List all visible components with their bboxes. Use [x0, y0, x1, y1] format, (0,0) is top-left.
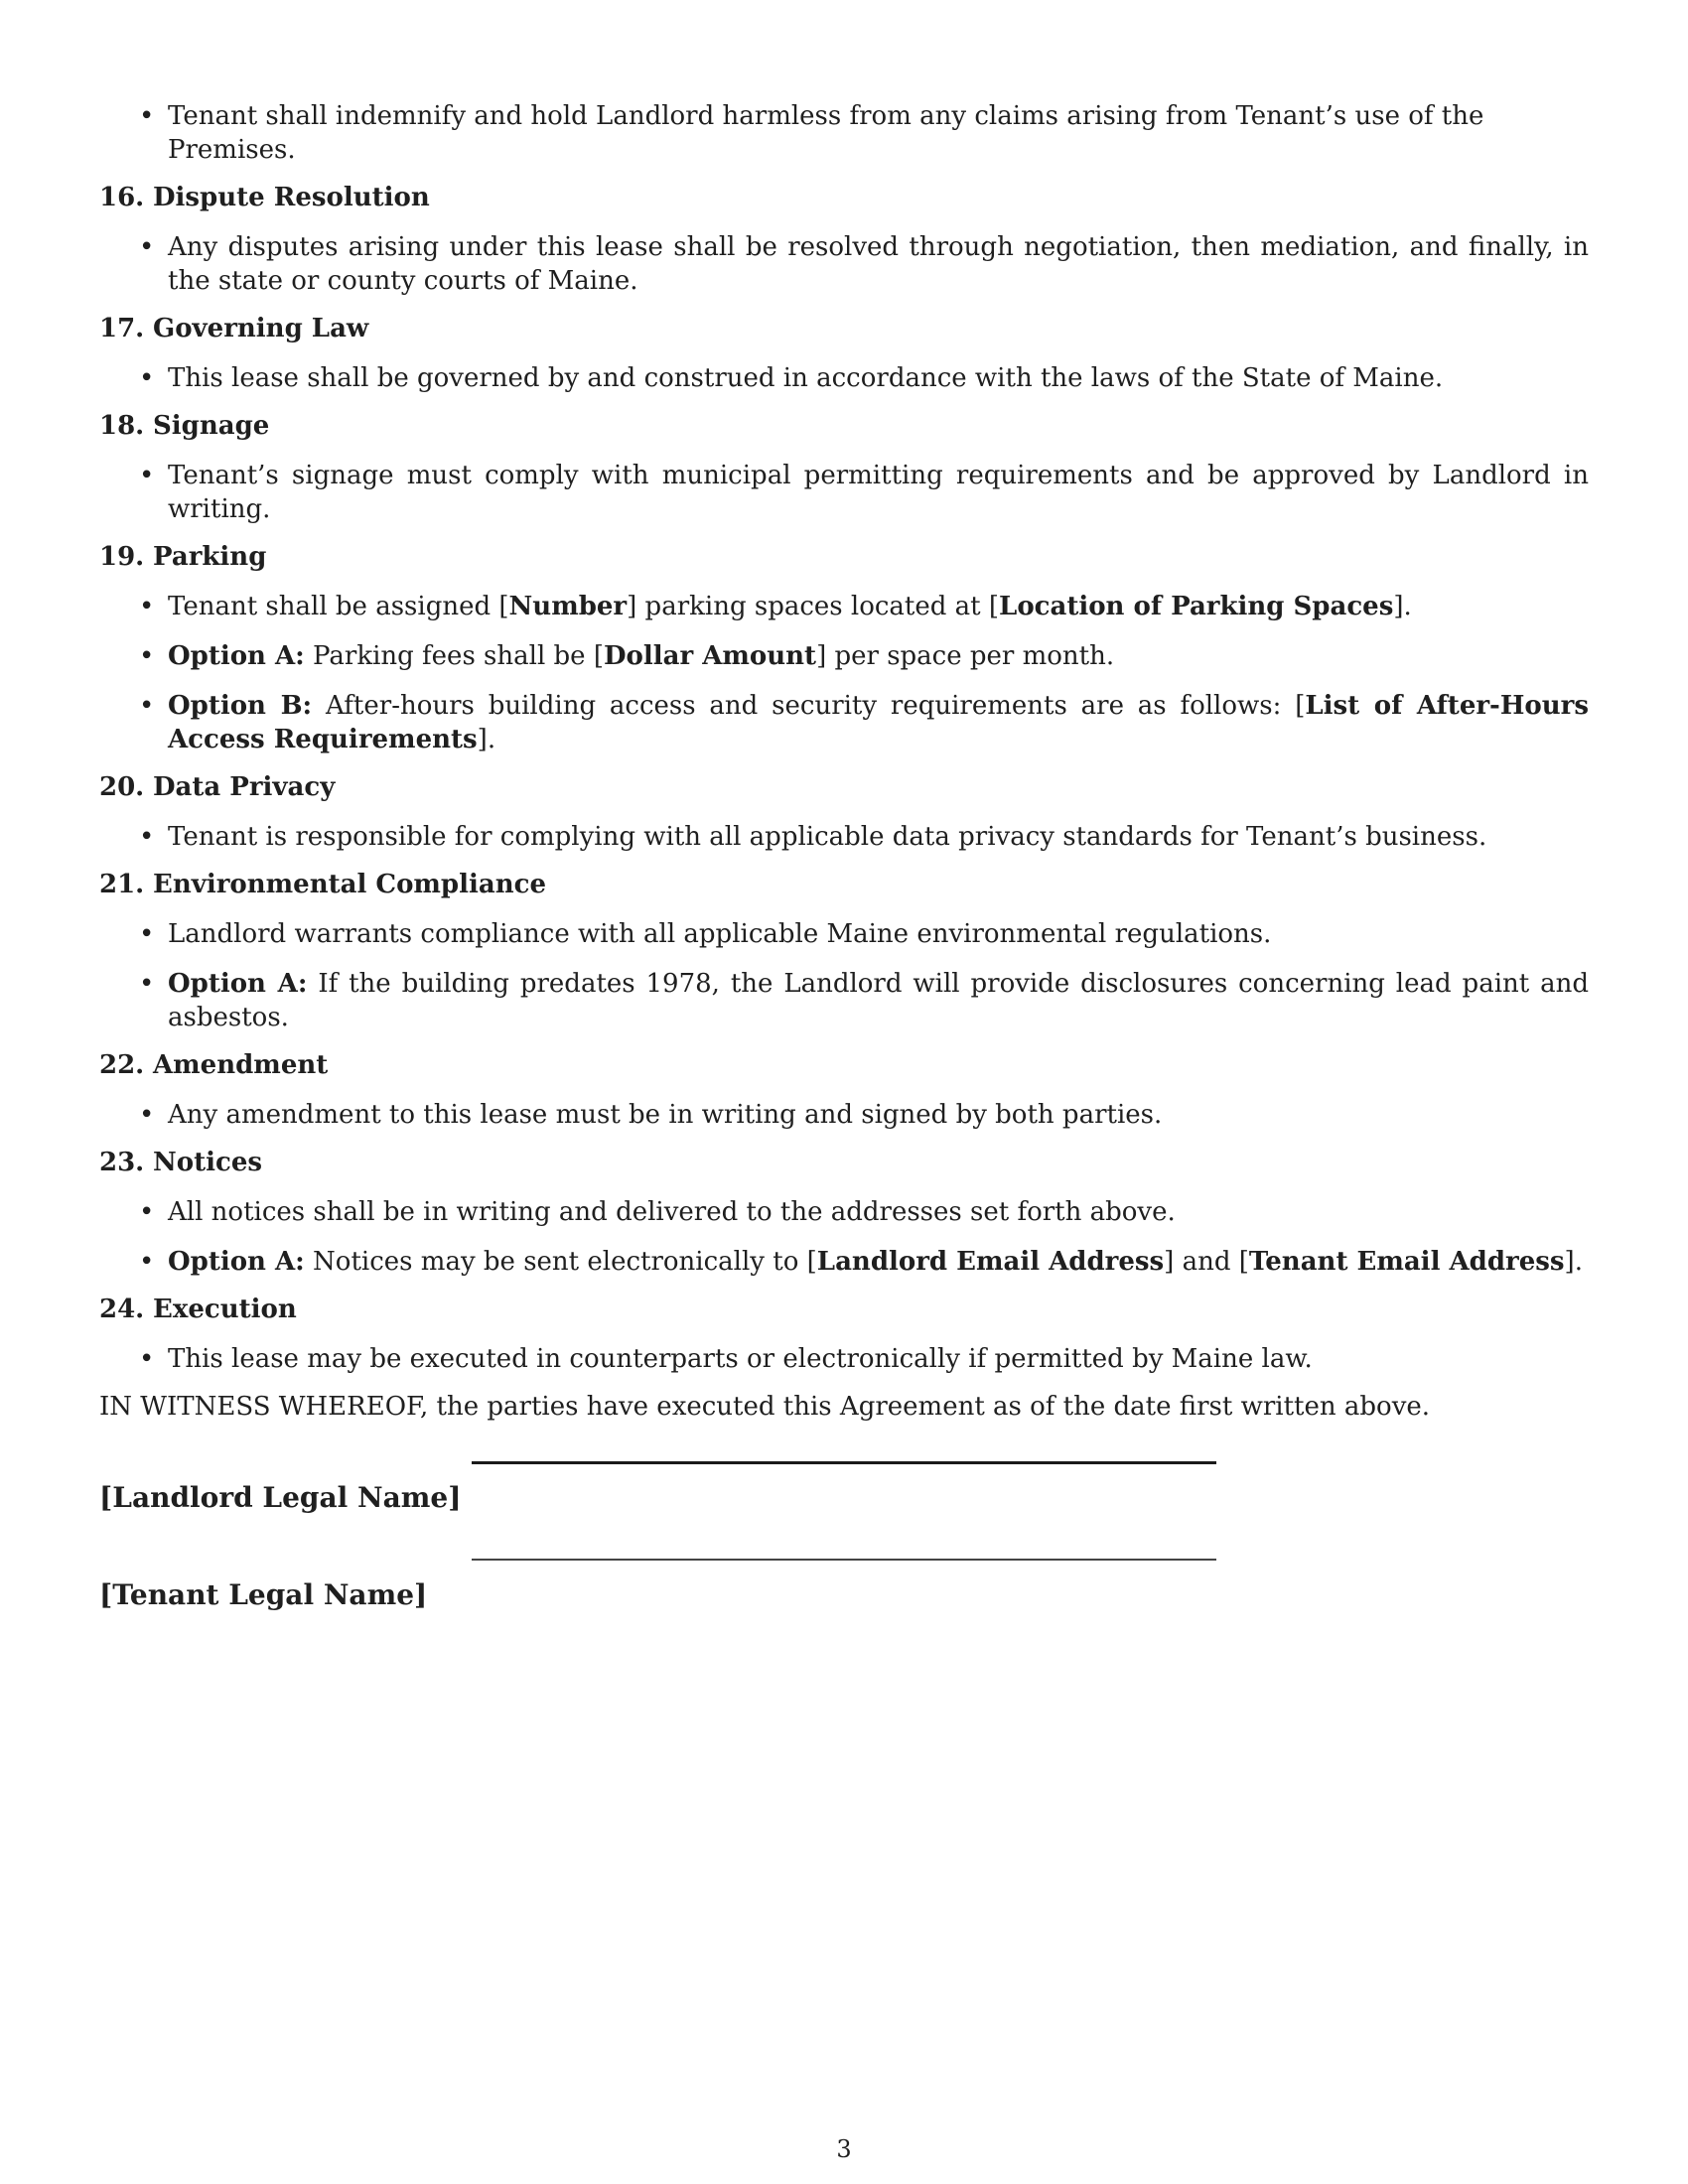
bold-text: Tenant Email Address: [1248, 1247, 1565, 1277]
section: [99, 181, 1589, 298]
text-segment: All notices shall be in writing and delivered to the addresses set forth above.: [168, 1197, 1176, 1227]
section-number: 17.: [99, 314, 145, 343]
bullet-list: [99, 917, 1589, 1034]
bullet: •: [139, 363, 155, 393]
section-title: Parking: [153, 542, 267, 572]
bullet-list: [99, 1195, 1589, 1279]
bullet: •: [139, 1197, 155, 1227]
bold-text: Option A:: [168, 969, 308, 999]
bullet: •: [139, 1100, 155, 1130]
text-segment: Notices may be sent electronically to [: [304, 1247, 817, 1277]
section: [99, 409, 1589, 526]
bold-text: List of After-Hours Access Requirements: [168, 691, 1589, 754]
bullet: •: [139, 919, 155, 949]
section-number: 20.: [99, 772, 145, 802]
bullet: •: [139, 461, 155, 490]
section-heading: [99, 540, 1589, 574]
text-segment: This lease shall be governed by and construed in accordance with the laws of the State of Maine.: [168, 363, 1444, 393]
bullet: •: [139, 101, 155, 131]
section-number: 18.: [99, 411, 145, 441]
text-segment: ] per space per month.: [816, 641, 1115, 671]
section-number: 19.: [99, 542, 145, 572]
section-title: Data Privacy: [153, 772, 336, 802]
bullet: •: [139, 691, 155, 721]
text-segment: After-hours building access and security requirements are as follows: [: [312, 691, 1306, 721]
list-item: [99, 99, 1589, 167]
list-item: [99, 230, 1589, 298]
section-title: Execution: [153, 1295, 297, 1324]
list-item: [99, 1098, 1589, 1132]
list-item: [99, 1245, 1589, 1279]
landlord-signature-line: [472, 1461, 1216, 1464]
bold-text: Number: [508, 592, 628, 621]
section-number: 22.: [99, 1050, 145, 1080]
section-title: Signage: [153, 411, 270, 441]
bold-text: Option B:: [168, 691, 313, 721]
section-heading: [99, 1146, 1589, 1179]
bullet: •: [139, 592, 155, 621]
text-segment: Tenant shall be assigned [: [168, 592, 509, 621]
bullet: •: [139, 969, 155, 999]
signature-block: [99, 1523, 1589, 1622]
section: [99, 312, 1589, 395]
section-heading: [99, 181, 1589, 214]
list-item: [99, 1195, 1589, 1229]
text-segment: Landlord warrants compliance with all applicable Maine environmental regulations.: [168, 919, 1272, 949]
bold-text: Option A:: [168, 641, 305, 671]
section-number: 21.: [99, 870, 145, 899]
text-segment: If the building predates 1978, the Landlord will provide disclosures concerning lead paint and asbestos.: [168, 969, 1589, 1032]
list-item: [99, 459, 1589, 526]
bullet: •: [139, 641, 155, 671]
section-title: Notices: [153, 1148, 263, 1177]
text-segment: This lease may be executed in counterparts or electronically if permitted by Maine law.: [168, 1344, 1313, 1374]
tenant-signature-line: [472, 1559, 1216, 1561]
page-number: 3: [836, 2135, 852, 2163]
list-item-text: Tenant shall indemnify and hold Landlord harmless from any claims arising from Tenant’s use of the Premises.: [168, 101, 1484, 165]
text-segment: Parking fees shall be [: [304, 641, 604, 671]
bullet: •: [139, 1247, 155, 1277]
bullet-list: [99, 590, 1589, 756]
section-title: Amendment: [153, 1050, 329, 1080]
bullet: •: [139, 232, 155, 262]
bullet-list: [99, 459, 1589, 526]
section-number: 16.: [99, 183, 145, 212]
section-heading: [99, 868, 1589, 901]
text-segment: ].: [477, 725, 496, 754]
section-number: 23.: [99, 1148, 145, 1177]
text-segment: ] and [: [1164, 1247, 1249, 1277]
section-title: Environmental Compliance: [153, 870, 546, 899]
landlord-name-placeholder: [Landlord Legal Name]: [99, 1481, 462, 1514]
section-heading: [99, 1048, 1589, 1082]
bold-text: Location of Parking Spaces: [999, 592, 1394, 621]
section: [99, 540, 1589, 756]
text-segment: ] parking spaces located at [: [627, 592, 1000, 621]
signature-block: [99, 1424, 1589, 1523]
bullet-list: [99, 361, 1589, 395]
text-segment: ].: [1564, 1247, 1583, 1277]
list-item: [99, 917, 1589, 951]
list-item: [99, 967, 1589, 1034]
list-item: [99, 361, 1589, 395]
bullet: •: [139, 822, 155, 852]
text-segment: Tenant’s signage must comply with municipal permitting requirements and be approved by Landlord in writing.: [168, 461, 1589, 524]
section-heading: [99, 312, 1589, 345]
text-segment: Any disputes arising under this lease shall be resolved through negotiation, then mediation, and finally, in the state or county courts of Maine.: [168, 232, 1589, 296]
lease-sections: [99, 181, 1589, 1376]
bullet-list: [99, 1342, 1589, 1376]
bold-text: Option A:: [168, 1247, 305, 1277]
section-number: 24.: [99, 1295, 145, 1324]
list-item: [99, 820, 1589, 854]
section: [99, 1146, 1589, 1279]
list-item: [99, 1342, 1589, 1376]
bullet-list: [99, 230, 1589, 298]
bold-text: Landlord Email Address: [816, 1247, 1165, 1277]
document-body: [99, 99, 1589, 1622]
list-item: [99, 590, 1589, 623]
section-title: Governing Law: [153, 314, 369, 343]
bullet: •: [139, 1344, 155, 1374]
section-title: Dispute Resolution: [153, 183, 430, 212]
bullet-list: [99, 820, 1589, 854]
bullet-list: [99, 1098, 1589, 1132]
text-segment: Any amendment to this lease must be in writing and signed by both parties.: [168, 1100, 1163, 1130]
witness-statement: IN WITNESS WHEREOF, the parties have executed this Agreement as of the date first written above.: [99, 1392, 1431, 1422]
section-heading: [99, 409, 1589, 443]
bold-text: Dollar Amount: [603, 641, 817, 671]
text-segment: Tenant is responsible for complying with all applicable data privacy standards for Tenant’s business.: [168, 822, 1487, 852]
section: [99, 1048, 1589, 1132]
list-item: [99, 639, 1589, 673]
section: [99, 868, 1589, 1034]
text-segment: ].: [1393, 592, 1412, 621]
section: [99, 770, 1589, 854]
tenant-name-placeholder: [Tenant Legal Name]: [99, 1578, 428, 1611]
section: [99, 1293, 1589, 1376]
section-heading: [99, 770, 1589, 804]
section-heading: [99, 1293, 1589, 1326]
list-item: [99, 689, 1589, 756]
